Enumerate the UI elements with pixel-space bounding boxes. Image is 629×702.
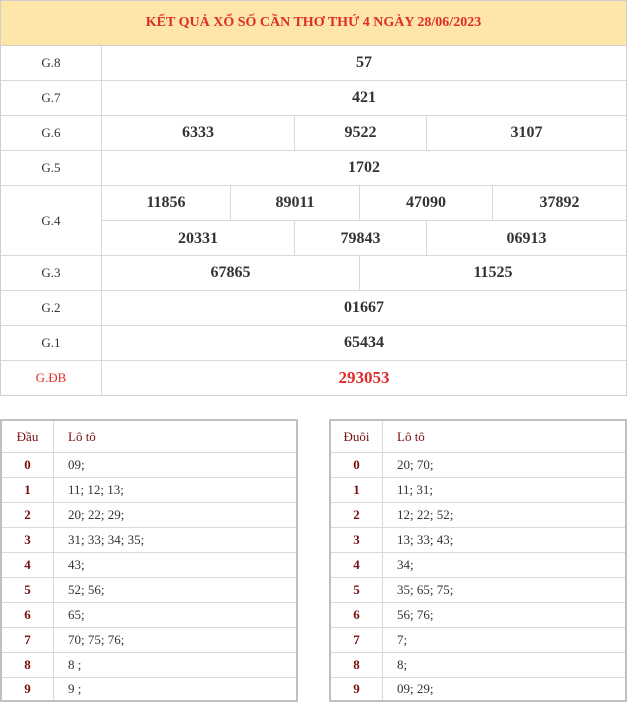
loto-header xyxy=(331,421,625,453)
loto-key: 7 xyxy=(2,628,54,652)
loto-key: 8 xyxy=(2,653,54,677)
prize-number: 3107 xyxy=(510,124,543,141)
prize-label: G.ĐB xyxy=(1,361,102,395)
prize-row-g4 xyxy=(1,186,626,256)
loto-row xyxy=(2,578,296,603)
loto-key: 4 xyxy=(2,553,54,577)
prize-label: G.1 xyxy=(1,326,102,360)
loto-row xyxy=(331,578,625,603)
loto-values: 35; 65; 75; xyxy=(397,582,454,597)
loto-row xyxy=(331,603,625,628)
prize-number: 1702 xyxy=(348,159,380,176)
prize-row-special xyxy=(1,361,626,395)
loto-row xyxy=(2,628,296,653)
prize-label: G.6 xyxy=(1,116,102,150)
prize-number: 67865 xyxy=(102,256,360,290)
prize-number: 79843 xyxy=(295,221,427,256)
results-title: KẾT QUẢ XỔ SỐ CẦN THƠ THỨ 4 NGÀY 28/06/2023 xyxy=(1,1,626,46)
loto-dau-table xyxy=(0,419,298,702)
loto-row xyxy=(331,478,625,503)
prize-number: 01667 xyxy=(344,299,384,316)
prize-row-g1 xyxy=(1,326,626,361)
loto-values: 20; 70; xyxy=(397,457,434,472)
loto-key: 2 xyxy=(331,503,383,527)
loto-values: 11; 31; xyxy=(397,482,433,497)
prize-number: 11525 xyxy=(473,264,513,281)
loto-key: 5 xyxy=(2,578,54,602)
loto-key: 5 xyxy=(331,578,383,602)
loto-row xyxy=(331,553,625,578)
loto-row xyxy=(331,453,625,478)
loto-row xyxy=(331,528,625,553)
loto-values: 43; xyxy=(68,557,85,572)
prize-number: 65434 xyxy=(344,334,384,351)
loto-row xyxy=(2,478,296,503)
prize-label: G.2 xyxy=(1,291,102,325)
loto-key: 1 xyxy=(2,478,54,502)
prize-label: G.8 xyxy=(1,46,102,80)
prize-number: 421 xyxy=(352,89,376,106)
loto-values: 56; 76; xyxy=(397,607,434,622)
special-prize-number: 293053 xyxy=(338,368,390,387)
loto-row xyxy=(2,503,296,528)
prize-label: G.3 xyxy=(1,256,102,290)
prize-label: G.7 xyxy=(1,81,102,115)
prize-number: 57 xyxy=(356,54,372,71)
prize-row-g6 xyxy=(1,116,626,151)
prize-row-g3 xyxy=(1,256,626,291)
loto-values: 9 ; xyxy=(68,681,82,696)
loto-key: 7 xyxy=(331,628,383,652)
loto-values: 34; xyxy=(397,557,414,572)
prize-number: 06913 xyxy=(506,229,547,247)
loto-values: 11; 12; 13; xyxy=(68,482,124,497)
prize-number: 89011 xyxy=(231,186,360,220)
loto-key: 2 xyxy=(2,503,54,527)
prize-row-g2 xyxy=(1,291,626,326)
prize-label: G.5 xyxy=(1,151,102,185)
loto-values: 20; 22; 29; xyxy=(68,507,125,522)
loto-row xyxy=(2,553,296,578)
loto-values: 7; xyxy=(397,632,408,647)
loto-row xyxy=(2,603,296,628)
prize-row-g8 xyxy=(1,46,626,81)
loto-row xyxy=(2,653,296,678)
loto-key: 3 xyxy=(331,528,383,552)
loto-key: 4 xyxy=(331,553,383,577)
prize-number: 47090 xyxy=(360,186,493,220)
loto-key: 1 xyxy=(331,478,383,502)
loto-header-key: Đuôi xyxy=(331,421,383,452)
loto-header xyxy=(2,421,296,453)
loto-values: 8; xyxy=(397,657,408,672)
loto-row xyxy=(2,453,296,478)
loto-key: 6 xyxy=(2,603,54,627)
loto-values: 31; 33; 34; 35; xyxy=(68,532,145,547)
loto-key: 3 xyxy=(2,528,54,552)
loto-row xyxy=(2,528,296,553)
loto-key: 9 xyxy=(2,678,54,700)
loto-values: 12; 22; 52; xyxy=(397,507,454,522)
prize-row-g7 xyxy=(1,81,626,116)
loto-values: 8 ; xyxy=(68,657,82,672)
prize-number: 6333 xyxy=(102,116,295,150)
loto-header-key: Đầu xyxy=(2,421,54,452)
prize-number: 37892 xyxy=(539,194,580,211)
loto-values: 13; 33; 43; xyxy=(397,532,454,547)
loto-row xyxy=(331,628,625,653)
loto-header-value: Lô tô xyxy=(397,428,425,444)
loto-header-value: Lô tô xyxy=(68,428,96,444)
loto-key: 9 xyxy=(331,678,383,700)
loto-values: 09; 29; xyxy=(397,681,434,696)
prize-number: 11856 xyxy=(102,186,231,220)
loto-row xyxy=(331,503,625,528)
loto-values: 52; 56; xyxy=(68,582,105,597)
loto-key: 0 xyxy=(2,453,54,477)
loto-row xyxy=(2,678,296,700)
loto-values: 09; xyxy=(68,457,85,472)
loto-key: 6 xyxy=(331,603,383,627)
prize-number: 9522 xyxy=(295,116,427,150)
loto-row xyxy=(331,653,625,678)
loto-key: 0 xyxy=(331,453,383,477)
loto-values: 65; xyxy=(68,607,85,622)
prize-number: 20331 xyxy=(102,221,295,256)
loto-key: 8 xyxy=(331,653,383,677)
prize-row-g5 xyxy=(1,151,626,186)
loto-row xyxy=(331,678,625,700)
loto-values: 70; 75; 76; xyxy=(68,632,125,647)
loto-duoi-table xyxy=(329,419,627,702)
prize-label: G.4 xyxy=(1,186,102,255)
